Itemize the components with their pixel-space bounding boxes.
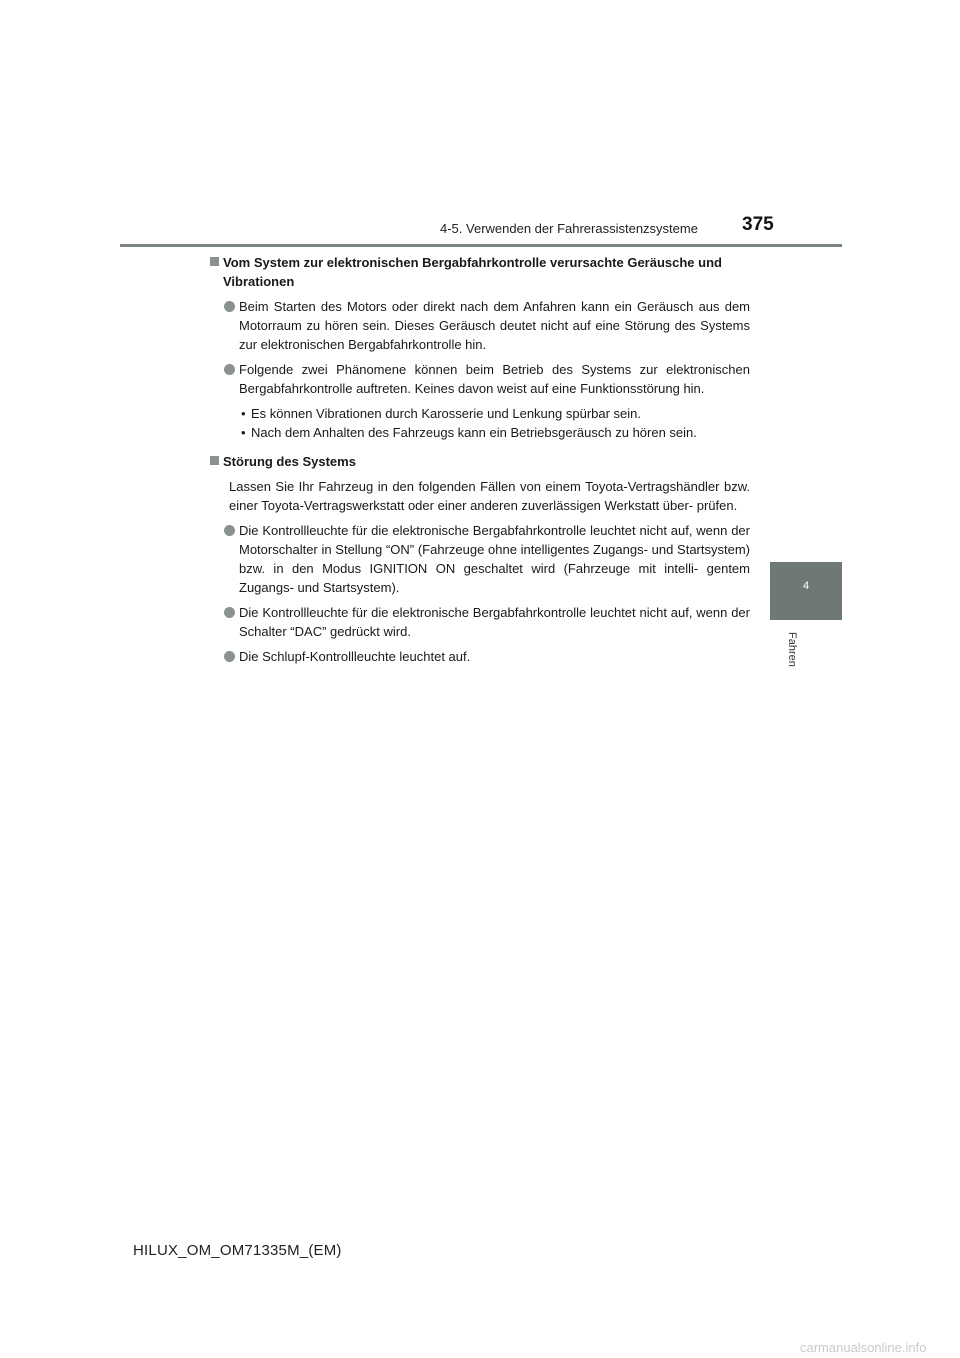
square-bullet-icon — [210, 456, 219, 465]
list-item: Beim Starten des Motors oder direkt nach dem Anfahren kann ein Geräusch aus dem Motorraum zu hören sein. Dieses Geräusch deutet nicht auf eine Störung des Systems zur elektronischen Bergabfahrkontrolle hin. — [210, 297, 750, 354]
footer-doc-code: HILUX_OM_OM71335M_(EM) — [133, 1242, 342, 1259]
page-number: 375 — [742, 214, 774, 235]
sub-list-item: • Nach dem Anhalten des Fahrzeugs kann ein Betriebsgeräusch zu hören sein. — [241, 425, 697, 440]
page-content — [210, 253, 750, 672]
dot-bullet-icon: • — [241, 425, 246, 440]
section-intro: Lassen Sie Ihr Fahrzeug in den folgenden Fällen von einem Toyota-Vertragshändler bzw. einer Toyota-Vertragswerkstatt oder einer anderen zuverlässigen Werkstatt über- prüfen. — [229, 479, 750, 513]
square-bullet-icon — [210, 257, 219, 266]
section-heading: Vom System zur elektronischen Bergabfahrkontrolle verursachte Geräusche und Vibrationen — [210, 253, 750, 291]
chapter-tab-number: 4 — [802, 580, 810, 592]
section-heading: Störung des Systems — [210, 452, 750, 471]
list-item: Die Kontrollleuchte für die elektronische Bergabfahrkontrolle leuchtet nicht auf, wenn der Motorschalter in Stellung “ON” (Fahrzeuge ohne intelligentes Zugangs- und Startsystem) bzw. in den Modus IGNITION ON geschaltet wird (Fahrzeuge mit intelli- gentem Zugangs- und Startsystem). — [210, 521, 750, 597]
circle-bullet-icon — [224, 301, 235, 312]
list-item: Die Schlupf-Kontrollleuchte leuchtet auf. — [210, 647, 750, 666]
circle-bullet-icon — [224, 651, 235, 662]
watermark: carmanualsonline.info — [800, 1340, 927, 1355]
list-item: Folgende zwei Phänomene können beim Betrieb des Systems zur elektronischen Bergabfahrkontrolle auftreten. Keines davon weist auf eine Funktionsstörung hin. — [210, 360, 750, 398]
circle-bullet-icon — [224, 607, 235, 618]
circle-bullet-icon — [224, 364, 235, 375]
header-rule — [120, 244, 842, 247]
page-header-section: 4-5. Verwenden der Fahrerassistenzsysteme — [440, 221, 698, 236]
chapter-tab-label: Fahren — [786, 632, 798, 667]
dot-bullet-icon: • — [241, 406, 246, 421]
chapter-tab[interactable] — [770, 562, 842, 620]
circle-bullet-icon — [224, 525, 235, 536]
sub-list-item: • Es können Vibrationen durch Karosserie und Lenkung spürbar sein. — [241, 406, 642, 421]
list-item: Die Kontrollleuchte für die elektronische Bergabfahrkontrolle leuchtet nicht auf, wenn der Schalter “DAC” gedrückt wird. — [210, 603, 750, 641]
